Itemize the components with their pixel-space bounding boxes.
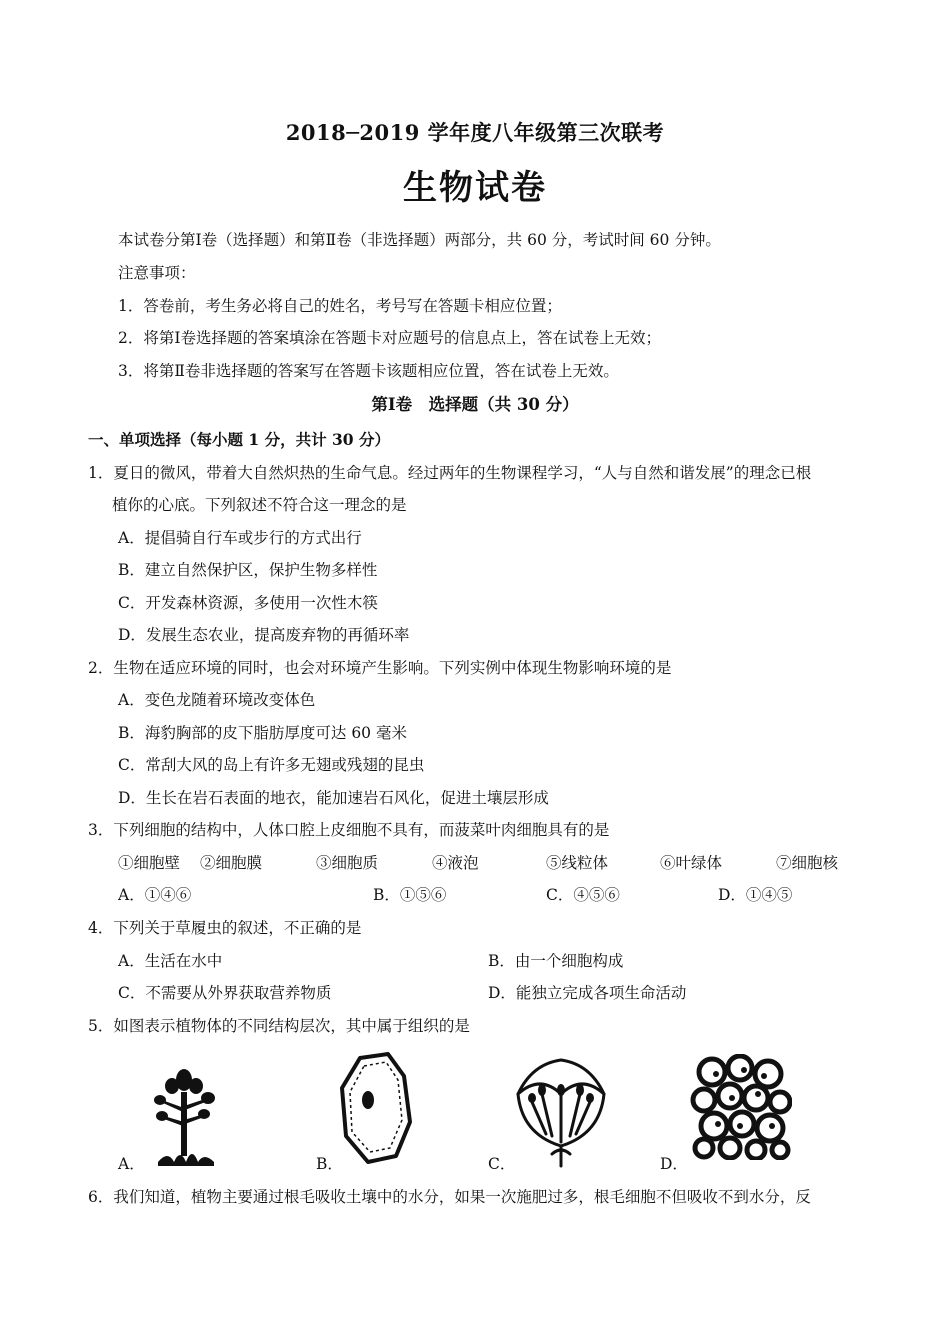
plant-icon [148,1062,220,1170]
tissue-icon [690,1054,792,1160]
option: D．①④⑤ [718,886,793,904]
option: A．提倡骑自行车或步行的方式出行 [118,529,362,547]
notice-item: 1．答卷前，考生务必将自己的姓名，考号写在答题卡相应位置； [118,297,562,315]
question-stem: 2．生物在适应环境的同时，也会对环境产生影响。下列实例中体现生物影响环境的是 [88,659,672,677]
figure-label: D． [660,1155,688,1173]
structure-item: ①细胞壁 [118,854,181,872]
structure-item: ④液泡 [432,854,479,872]
notice-item: 2．将第Ⅰ卷选择题的答案填涂在答题卡对应题号的信息点上，答在试卷上无效； [118,329,661,347]
option: D．能独立完成各项生命活动 [488,984,687,1002]
figure-label: C． [488,1155,516,1173]
option: B．①⑤⑥ [373,886,447,904]
question-stem: 植你的心底。下列叙述不符合这一理念的是 [112,496,407,514]
figure-label: B． [316,1155,343,1173]
section-heading: 第Ⅰ卷 选择题（共 30 分） [371,395,579,414]
exam-title: 2018─2019 学年度八年级第三次联考 [285,120,665,145]
structure-item: ⑦细胞核 [776,854,839,872]
question-stem: 3．下列细胞的结构中，人体口腔上皮细胞不具有，而菠菜叶肉细胞具有的是 [88,821,610,839]
structure-item: ②细胞膜 [200,854,263,872]
structure-item: ⑥叶绿体 [660,854,723,872]
notice-item: 3．将第Ⅱ卷非选择题的答案写在答题卡该题相应位置，答在试卷上无效。 [118,362,619,380]
figure-label: A． [118,1155,145,1173]
option: C．④⑤⑥ [546,886,620,904]
option: A．①④⑥ [118,886,192,904]
structure-item: ③细胞质 [316,854,379,872]
option: C．开发森林资源，多使用一次性木筷 [118,594,378,612]
option: D．发展生态农业，提高废弃物的再循环率 [118,626,410,644]
notice-label: 注意事项： [118,264,196,282]
structure-item: ⑤线粒体 [546,854,609,872]
flower-icon [512,1054,610,1168]
option: B．由一个细胞构成 [488,952,624,970]
option: A．生活在水中 [118,952,223,970]
intro-summary: 本试卷分第Ⅰ卷（选择题）和第Ⅱ卷（非选择题）两部分，共 60 分，考试时间 60 分钟。 [118,231,721,249]
option: A．变色龙随着环境改变体色 [118,691,316,709]
option: C．不需要从外界获取营养物质 [118,984,332,1002]
question-stem: 4．下列关于草履虫的叙述，不正确的是 [88,919,362,937]
part-heading: 一、单项选择（每小题 1 分，共计 30 分） [88,430,390,449]
option: D．生长在岩石表面的地衣，能加速岩石风化，促进土壤层形成 [118,789,549,807]
subject-title: 生物试卷 [403,168,547,208]
option: B．海豹胸部的皮下脂肪厚度可达 60 毫米 [118,724,407,742]
question-stem: 1．夏日的微风，带着大自然炽热的生命气息。经过两年的生物课程学习，“人与自然和谐发展”的理念已根 [88,464,812,482]
plant-cell-icon [338,1052,414,1164]
question-stem: 5．如图表示植物体的不同结构层次，其中属于组织的是 [88,1017,470,1035]
option: B．建立自然保护区，保护生物多样性 [118,561,378,579]
option: C．常刮大风的岛上有许多无翅或残翅的昆虫 [118,756,425,774]
question-stem: 6．我们知道，植物主要通过根毛吸收土壤中的水分，如果一次施肥过多，根毛细胞不但吸收不到水分，反 [88,1188,811,1206]
